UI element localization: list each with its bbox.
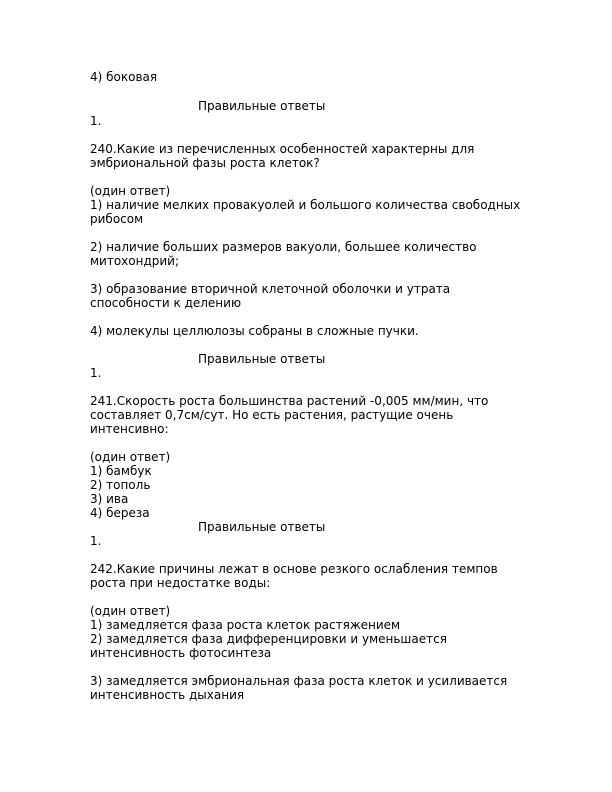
q241-option-4: 4) береза (90, 506, 150, 520)
q242-option-1: 1) замедляется фаза роста клеток растяжением (90, 618, 401, 632)
q239-option-4: 4) боковая (90, 70, 158, 84)
q240-option-2-line-1: 2) наличие больших размеров вакуоли, большее количество (90, 240, 477, 254)
q242-question-line-1: 242.Какие причины лежат в основе резкого ослабления темпов (90, 562, 498, 576)
q242-answer-type: (один ответ) (90, 604, 171, 618)
q241-question-line-3: интенсивно: (90, 422, 169, 436)
q242-option-2-line-2: интенсивность фотосинтеза (90, 646, 272, 660)
q240-answer-type: (один ответ) (90, 184, 171, 198)
q241-option-1: 1) бамбук (90, 464, 152, 478)
q242-option-2-line-1: 2) замедляется фаза дифференцировки и уменьшается (90, 632, 447, 646)
q242-option-3-line-2: интенсивность дыхания (90, 688, 245, 702)
q239-answers-heading: Правильные ответы (198, 99, 326, 113)
q240-option-1-line-2: рибосом (90, 212, 144, 226)
q240-answer: 1. (90, 366, 102, 380)
q240-question-line-2: эмбриональной фазы роста клеток? (90, 156, 320, 170)
q241-question-line-1: 241.Скорость роста большинства растений -0,005 мм/мин, что (90, 394, 489, 408)
q241-answer: 1. (90, 534, 102, 548)
q241-answer-type: (один ответ) (90, 450, 171, 464)
q240-answers-heading: Правильные ответы (198, 352, 326, 366)
q240-option-4: 4) молекулы целлюлозы собраны в сложные пучки. (90, 324, 419, 338)
q240-option-3-line-2: способности к делению (90, 296, 242, 310)
q241-option-3: 3) ива (90, 492, 129, 506)
q242-option-3-line-1: 3) замедляется эмбриональная фаза роста клеток и усиливается (90, 674, 508, 688)
q241-answers-heading: Правильные ответы (198, 520, 326, 534)
q241-option-2: 2) тополь (90, 478, 151, 492)
q239-answer: 1. (90, 114, 102, 128)
q240-option-2-line-2: митохондрий; (90, 254, 180, 268)
q240-option-1-line-1: 1) наличие мелких провакуолей и большого количества свободных (90, 198, 521, 212)
q240-question-line-1: 240.Какие из перечисленных особенностей характерны для (90, 142, 475, 156)
q240-option-3-line-1: 3) образование вторичной клеточной оболочки и утрата (90, 282, 451, 296)
q242-question-line-2: роста при недостатке воды: (90, 576, 271, 590)
q241-question-line-2: составляет 0,7см/сут. Но есть растения, растущие очень (90, 408, 454, 422)
